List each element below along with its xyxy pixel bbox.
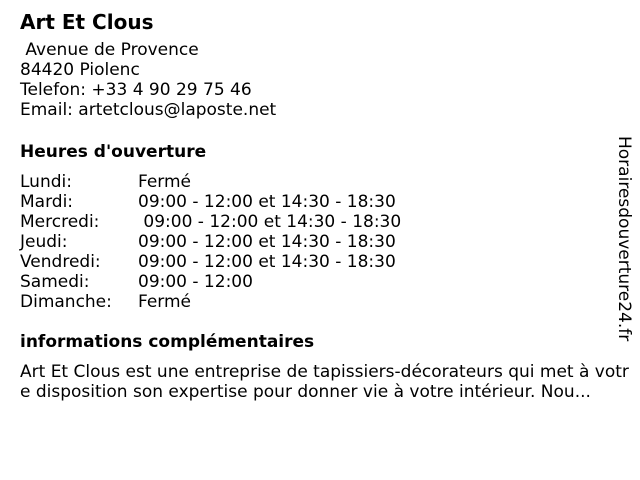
hours-value: 09:00 - 12:00 et 14:30 - 18:30 [138,212,402,232]
info-heading: informations complémentaires [20,332,315,352]
phone-line[interactable]: Telefon: +33 4 90 29 75 46 [20,80,252,100]
site-watermark: Horairesdouverture24.fr [614,136,634,342]
hours-row-samedi [20,272,620,292]
business-description: Art Et Clous est une entreprise de tapissiers-décorateurs qui met à votre disposition son expertise pour donner vie à votre intérieur. Nou... [20,362,629,402]
hours-day: Vendredi: [20,252,101,272]
hours-row-mardi [20,192,620,212]
business-name: Art Et Clous [20,10,154,34]
hours-day: Mardi: [20,192,74,212]
hours-row-mercredi [20,212,620,232]
hours-row-vendredi [20,252,620,272]
address-city: 84420 Piolenc [20,60,140,80]
hours-day: Samedi: [20,272,90,292]
hours-row-lundi [20,172,620,192]
hours-value: Fermé [138,172,192,192]
hours-day: Mercredi: [20,212,100,232]
email-line[interactable]: Email: artetclous@laposte.net [20,100,277,120]
hours-heading: Heures d'ouverture [20,142,207,162]
hours-day: Jeudi: [20,232,68,252]
hours-value: 09:00 - 12:00 [138,272,253,292]
hours-day: Dimanche: [20,292,112,312]
hours-table [20,172,620,312]
address-street: Avenue de Provence [20,40,199,60]
hours-value: Fermé [138,292,192,312]
hours-row-dimanche [20,292,620,312]
hours-day: Lundi: [20,172,72,192]
hours-value: 09:00 - 12:00 et 14:30 - 18:30 [138,252,396,272]
hours-value: 09:00 - 12:00 et 14:30 - 18:30 [138,232,396,252]
hours-row-jeudi [20,232,620,252]
hours-value: 09:00 - 12:00 et 14:30 - 18:30 [138,192,396,212]
